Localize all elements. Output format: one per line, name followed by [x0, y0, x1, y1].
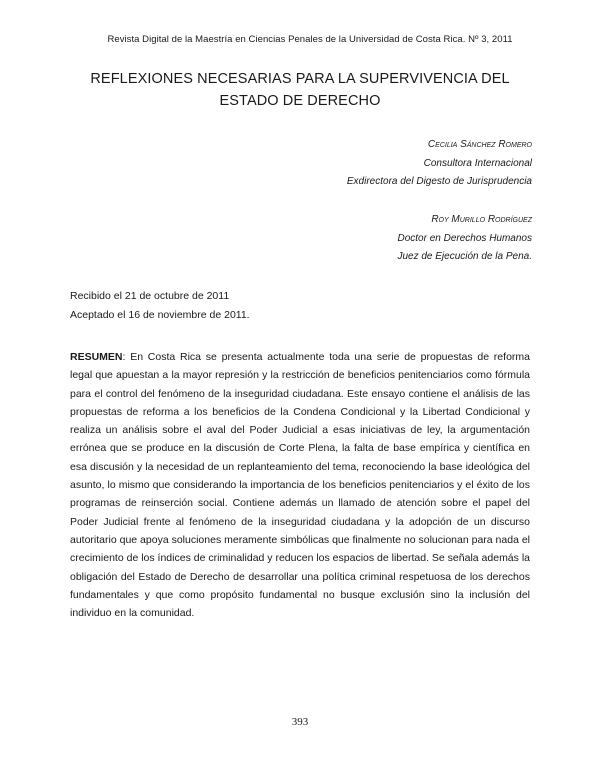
author-name: Roy Murillo Rodríguez: [431, 214, 532, 225]
article-title: REFLEXIONES NECESARIAS PARA LA SUPERVIVENCIA DEL ESTADO DE DERECHO: [90, 71, 510, 109]
abstract-text: : En Costa Rica se presenta actualmente toda una serie de propuestas de reforma legal que apuestan a la mayor represión y la restricción de beneficios penitenciarios como fórmula para el control del fenómeno de la inseguridad ciudadana. Este ensayo contiene el análisis de las propuestas de reforma a los beneficios de la Condena Condicional y la Libertad Condicional y realiza un análisis sobre el aval del Poder Judicial a esas iniciativas de ley, la argumentación errónea que se produce en la discusión de Corte Plena, la falta de base empírica y científica en esa discusión y la necesidad de un replanteamiento del tema, reconociendo la base ideológica del asunto, lo mismo que considerando la importancia de los beneficios penitenciarios y el éxito de los programas de reinserción social. Contiene además un llamado de atención sobre el papel del Poder Judicial frente al fenómeno de la inseguridad ciudadana y la adopción de un discurso autoritario que apoya soluciones meramente simbólicas que finalmente no solucionan para nada el crecimiento de los índices de criminalidad y reducen los espacios de libertad. Se señala además la obligación del Estado de Derecho de desarrollar una política criminal respetuosa de los derechos fundamentales y que como propósito fundamental no busque exclusión sino la inclusión del individuo en la comunidad.: [70, 351, 530, 620]
submission-dates: [70, 287, 250, 325]
abstract-label: RESUMEN: [70, 351, 123, 363]
abstract: [70, 348, 530, 622]
running-header: Revista Digital de la Maestría en Ciencias Penales de la Universidad de Costa Rica. Nº 3, 2011: [107, 34, 513, 45]
author-block-2: [397, 211, 532, 267]
author-role: Doctor en Derechos Humanos: [397, 232, 532, 244]
author-block-1: [347, 136, 532, 192]
received-date: Recibido el 21 de octubre de 2011: [70, 290, 230, 302]
accepted-date: Aceptado el 16 de noviembre de 2011.: [70, 309, 250, 321]
author-name: Cecilia Sánchez Romero: [427, 139, 532, 150]
author-role: Consultora Internacional: [423, 157, 532, 169]
author-role: Exdirectora del Digesto de Jurisprudencia: [346, 176, 532, 187]
author-role: Juez de Ejecución de la Pena.: [397, 251, 532, 262]
page-number: 393: [291, 716, 309, 728]
